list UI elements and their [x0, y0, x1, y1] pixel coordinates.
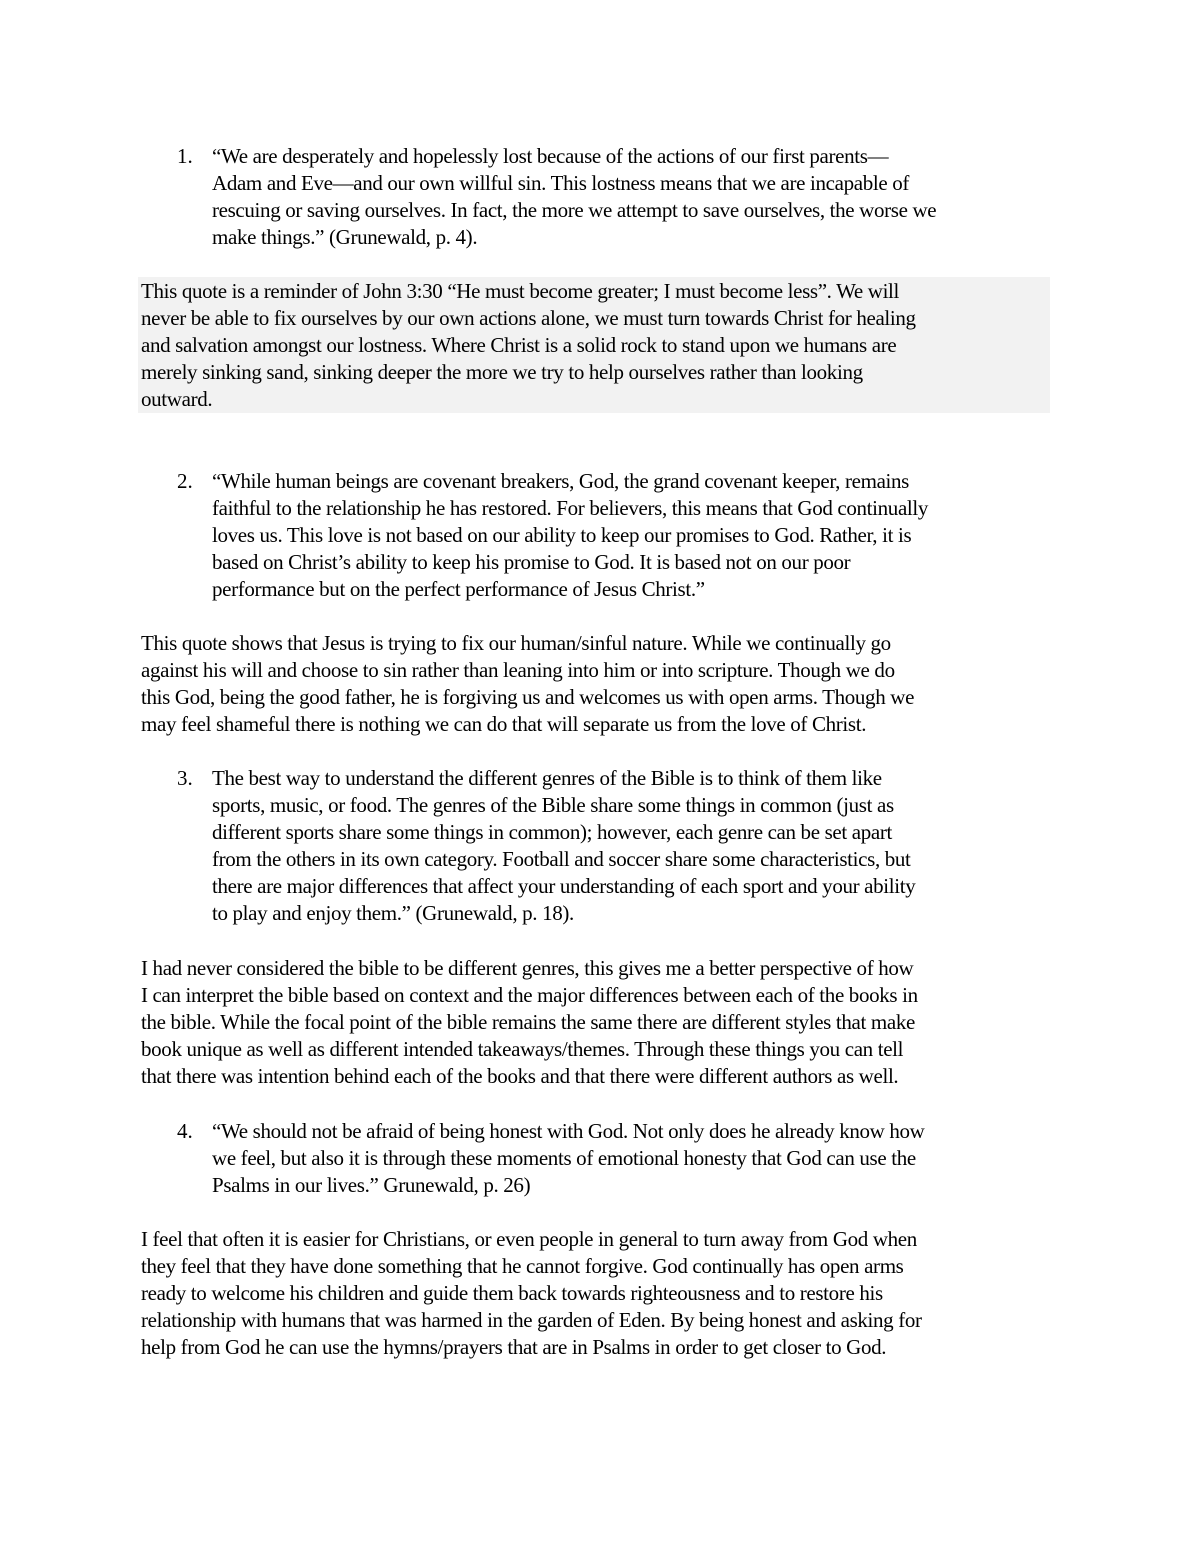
quote-line: sports, music, or food. The genres of the Bible share some things in common (just as: [212, 793, 894, 817]
item-number: 4.: [177, 1119, 193, 1143]
quote-line: “We should not be afraid of being honest with God. Not only does he already know how: [212, 1119, 925, 1143]
response-line: never be able to fix ourselves by our own actions alone, we must turn towards Christ for healing: [141, 306, 916, 330]
item-number: 2.: [177, 469, 193, 493]
quote-line: we feel, but also it is through these moments of emotional honesty that God can use the: [212, 1146, 916, 1170]
response-line: they feel that they have done something that he cannot forgive. God continually has open arms: [141, 1254, 904, 1278]
response-line: the bible. While the focal point of the bible remains the same there are different styles that make: [141, 1010, 915, 1034]
item-number: 1.: [177, 144, 193, 168]
quote-line: based on Christ’s ability to keep his promise to God. It is based not on our poor: [212, 550, 851, 574]
response-line: I feel that often it is easier for Christians, or even people in general to turn away from God when: [141, 1227, 917, 1251]
response-line: outward.: [141, 387, 213, 411]
response-line: may feel shameful there is nothing we can do that will separate us from the love of Christ.: [141, 712, 867, 736]
quote-line: rescuing or saving ourselves. In fact, the more we attempt to save ourselves, the worse we: [212, 198, 937, 222]
quote-line: there are major differences that affect your understanding of each sport and your ability: [212, 874, 916, 898]
response-line: I can interpret the bible based on context and the major differences between each of the books in: [141, 983, 918, 1007]
quote-line: Adam and Eve—and our own willful sin. This lostness means that we are incapable of: [212, 171, 909, 195]
quote-line: make things.” (Grunewald, p. 4).: [212, 225, 478, 249]
quote-line: from the others in its own category. Football and soccer share some characteristics, but: [212, 847, 911, 871]
response-line: this God, being the good father, he is forgiving us and welcomes us with open arms. Though we: [141, 685, 915, 709]
response-line: This quote shows that Jesus is trying to fix our human/sinful nature. While we continually go: [141, 631, 891, 655]
response-line: help from God he can use the hymns/prayers that are in Psalms in order to get closer to God.: [141, 1335, 887, 1359]
quote-line: Psalms in our lives.” Grunewald, p. 26): [212, 1173, 531, 1197]
response-line: relationship with humans that was harmed in the garden of Eden. By being honest and asking for: [141, 1308, 922, 1332]
response-line: This quote is a reminder of John 3:30 “He must become greater; I must become less”. We will: [141, 279, 900, 303]
item-number: 3.: [177, 766, 193, 790]
quote-line: “While human beings are covenant breakers, God, the grand covenant keeper, remains: [212, 469, 909, 493]
response-line: and salvation amongst our lostness. Where Christ is a solid rock to stand upon we humans are: [141, 333, 897, 357]
response-line: I had never considered the bible to be different genres, this gives me a better perspective of how: [141, 956, 914, 980]
response-line: against his will and choose to sin rather than leaning into him or into scripture. Though we do: [141, 658, 895, 682]
response-line: that there was intention behind each of the books and that there were different authors as well.: [141, 1064, 899, 1088]
quote-line: loves us. This love is not based on our ability to keep our promises to God. Rather, it is: [212, 523, 912, 547]
quote-line: performance but on the perfect performance of Jesus Christ.”: [212, 577, 705, 601]
quote-line: different sports share some things in common); however, each genre can be set apart: [212, 820, 892, 844]
response-line: merely sinking sand, sinking deeper the more we try to help ourselves rather than looking: [141, 360, 863, 384]
response-line: ready to welcome his children and guide them back towards righteousness and to restore his: [141, 1281, 883, 1305]
response-line: book unique as well as different intended takeaways/themes. Through these things you can tell: [141, 1037, 904, 1061]
quote-line: faithful to the relationship he has restored. For believers, this means that God continually: [212, 496, 929, 520]
quote-line: to play and enjoy them.” (Grunewald, p. 18).: [212, 901, 574, 925]
quote-line: The best way to understand the different genres of the Bible is to think of them like: [212, 766, 882, 790]
quote-line: “We are desperately and hopelessly lost because of the actions of our first parents—: [212, 144, 889, 168]
